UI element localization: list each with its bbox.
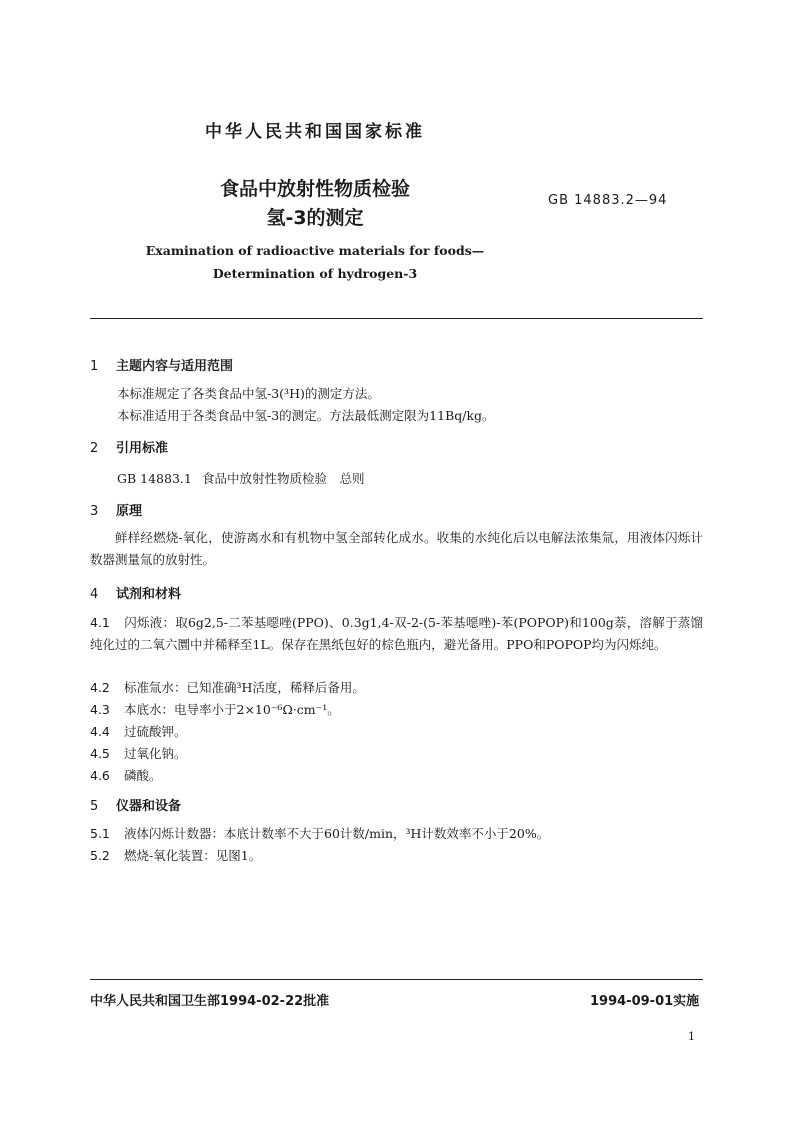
reference-code: GB 14883.1	[117, 471, 192, 486]
item-text: 本底水：电导率小于2×10⁻⁶Ω·cm⁻¹。	[124, 702, 340, 717]
section-heading	[90, 500, 142, 519]
section-heading	[90, 795, 181, 814]
list-item	[90, 846, 261, 864]
item-text: 磷酸。	[124, 768, 162, 783]
section-number: 5	[90, 799, 99, 814]
section-title: 仪器和设备	[116, 799, 182, 814]
national-standard-heading: 中华人民共和国国家标准	[205, 122, 425, 142]
section-number: 1	[90, 359, 99, 374]
item-number: 5.1	[90, 826, 110, 841]
list-item	[90, 700, 340, 718]
item-text: 液体闪烁计数器：本底计数率不大于60计数/min，³H计数效率不小于20%。	[124, 826, 550, 841]
section-heading	[90, 355, 233, 374]
section-title: 主题内容与适用范围	[116, 359, 234, 374]
item-number: 4.1	[90, 615, 110, 630]
document-title-en-line2: Determination of hydrogen-3	[212, 266, 418, 281]
section-title: 试剂和材料	[116, 587, 182, 602]
section-heading	[90, 583, 181, 602]
item-number: 4.5	[90, 746, 110, 761]
document-title-cn-line2: 氢-3的测定	[266, 207, 364, 229]
list-item	[90, 612, 703, 656]
item-text: 燃烧-氧化装置：见图1。	[124, 848, 262, 863]
list-item	[90, 744, 187, 762]
page-number: 1	[688, 1030, 695, 1043]
item-number: 4.4	[90, 724, 110, 739]
list-item	[90, 678, 365, 696]
list-item	[90, 766, 162, 784]
approval-line: 中华人民共和国卫生部1994-02-22批准	[90, 994, 330, 1009]
paragraph: 本标准规定了各类食品中氢-3(³H)的测定方法。	[117, 386, 380, 401]
paragraph: 本标准适用于各类食品中氢-3的测定。方法最低测定限为11Bq/kg。	[117, 408, 495, 423]
header-divider	[90, 318, 703, 319]
item-number: 5.2	[90, 848, 110, 863]
section-number: 3	[90, 504, 99, 519]
section-heading	[90, 437, 168, 456]
item-number: 4.3	[90, 702, 110, 717]
item-number: 4.2	[90, 680, 110, 695]
section-title: 引用标准	[116, 441, 169, 456]
item-text: 标准氚水：已知准确³H活度，稀释后备用。	[124, 680, 365, 695]
paragraph: 鲜样经燃烧-氧化，使游离水和有机物中氢全部转化成水。收集的水纯化后以电解法浓集氚，用液体闪烁计数器测量氚的放射性。	[90, 530, 703, 567]
standard-code: GB 14883.2—94	[548, 193, 668, 208]
item-number: 4.6	[90, 768, 110, 783]
list-item	[90, 824, 549, 842]
item-text: 闪烁液：取6g2,5-二苯基噁唑(PPO)、0.3g1,4-双-2-(5-苯基噁唑)-苯(POPOP)和100g萘，溶解于蒸馏纯化过的二氧六圜中并稀释至1L。保存在黑纸包好的棕色瓶内，避光备用。PPO和POPOP均为闪烁纯。	[90, 615, 703, 652]
item-text: 过氧化钠。	[124, 746, 187, 761]
section-number: 4	[90, 587, 99, 602]
document-title-en-line1: Examination of radioactive materials for foods—	[145, 243, 485, 258]
reference-entry	[117, 469, 365, 487]
list-item	[90, 722, 187, 740]
reference-title: 食品中放射性物质检验 总则	[202, 471, 365, 486]
item-text: 过硫酸钾。	[124, 724, 187, 739]
document-title-cn-line1: 食品中放射性物质检验	[219, 178, 410, 200]
section-title: 原理	[116, 504, 143, 519]
footer-divider	[90, 979, 703, 980]
section-number: 2	[90, 441, 99, 456]
implementation-date: 1994-09-01实施	[590, 994, 700, 1009]
